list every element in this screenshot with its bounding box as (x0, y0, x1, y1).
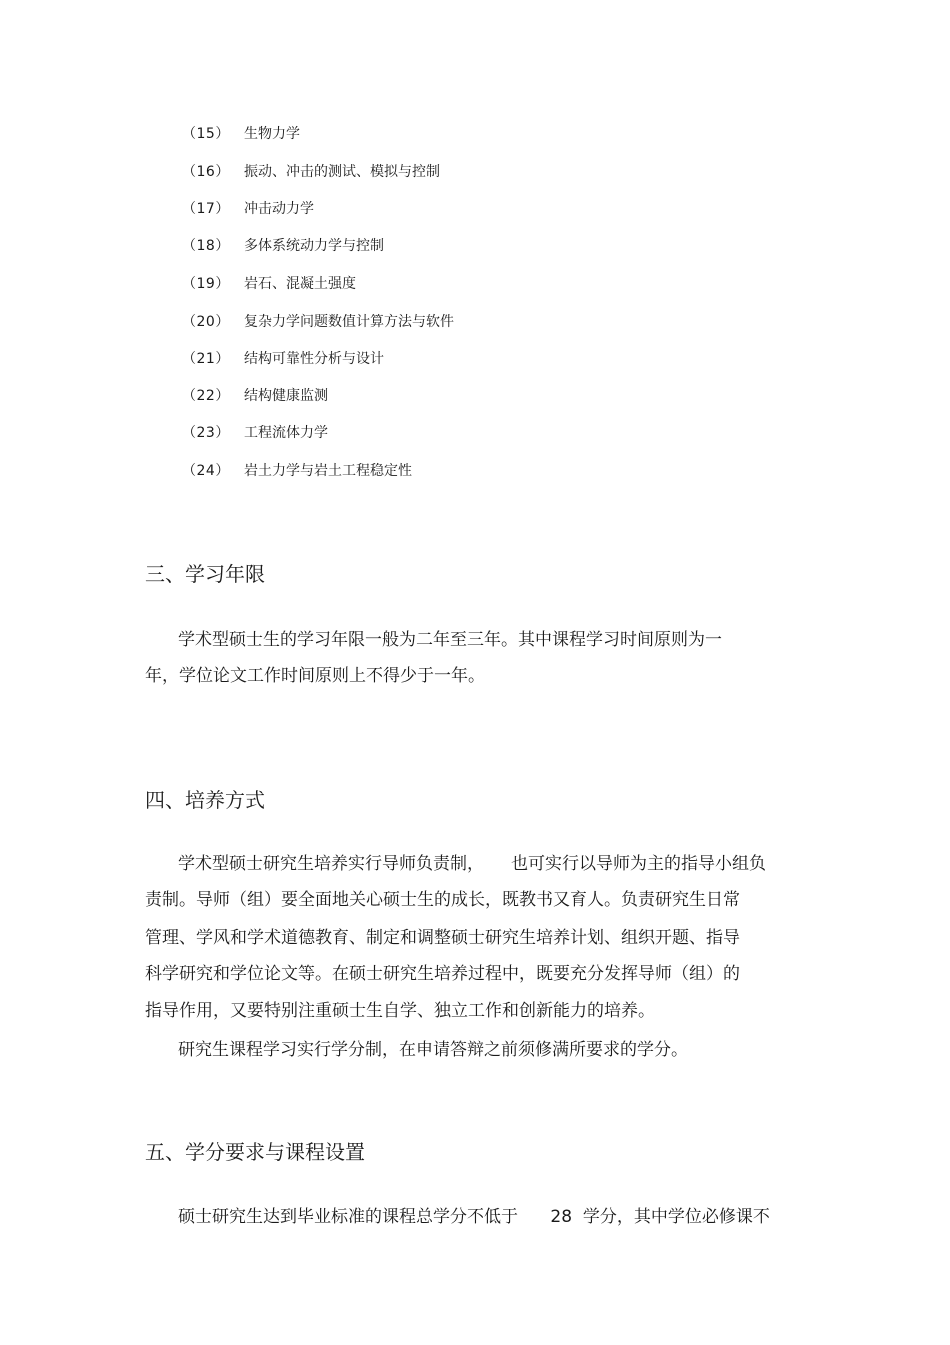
list-item-label: 工程流体力学 (244, 425, 328, 441)
list-item-label: 振动、冲击的测试、模拟与控制 (244, 164, 440, 180)
section-heading-training-mode: 四、培养方式 (145, 788, 265, 812)
list-item-label: 生物力学 (244, 126, 300, 142)
paragraph-line: 学术型硕士研究生培养实行导师负责制， 也可实行以导师为主的指导小组负 (178, 854, 767, 874)
list-item-label: 结构健康监测 (244, 388, 328, 404)
list-item-number: （24） (182, 463, 230, 479)
list-item-number: （15） (182, 126, 230, 142)
list-item-label: 岩石、混凝土强度 (244, 276, 356, 292)
list-item-number: （22） (182, 388, 230, 404)
list-item-number: （21） (182, 351, 230, 367)
paragraph-line: 指导作用，又要特别注重硕士生自学、独立工作和创新能力的培养。 (145, 1001, 655, 1021)
list-item-number: （17） (182, 201, 230, 217)
paragraph-line: 责制。导师（组）要全面地关心硕士生的成长，既教书又育人。负责研究生日常 (145, 890, 740, 910)
paragraph-line: 管理、学风和学术道德教育、制定和调整硕士研究生培养计划、组织开题、指导 (145, 928, 740, 948)
list-item-label: 多体系统动力学与控制 (244, 238, 384, 254)
list-item-number: （19） (182, 276, 230, 292)
paragraph-line: 年，学位论文工作时间原则上不得少于一年。 (145, 666, 485, 686)
list-item-number: （18） (182, 238, 230, 254)
section-heading-study-duration: 三、学习年限 (145, 562, 265, 586)
list-item-label: 结构可靠性分析与设计 (244, 351, 384, 367)
list-item-label: 复杂力学问题数值计算方法与软件 (244, 314, 454, 330)
list-item-label: 岩土力学与岩土工程稳定性 (244, 463, 412, 479)
list-item-label: 冲击动力学 (244, 201, 314, 217)
list-item-number: （16） (182, 164, 230, 180)
paragraph-line: 研究生课程学习实行学分制，在申请答辩之前须修满所要求的学分。 (178, 1040, 688, 1060)
list-item-number: （23） (182, 425, 230, 441)
paragraph-line: 科学研究和学位论文等。在硕士研究生培养过程中，既要充分发挥导师（组）的 (145, 964, 740, 984)
paragraph-line: 硕士研究生达到毕业标准的课程总学分不低于 28 学分，其中学位必修课不 (178, 1207, 770, 1227)
paragraph-line: 学术型硕士生的学习年限一般为二年至三年。其中课程学习时间原则为一 (178, 630, 722, 650)
list-item-number: （20） (182, 314, 230, 330)
section-heading-credit-requirements: 五、学分要求与课程设置 (145, 1140, 365, 1164)
